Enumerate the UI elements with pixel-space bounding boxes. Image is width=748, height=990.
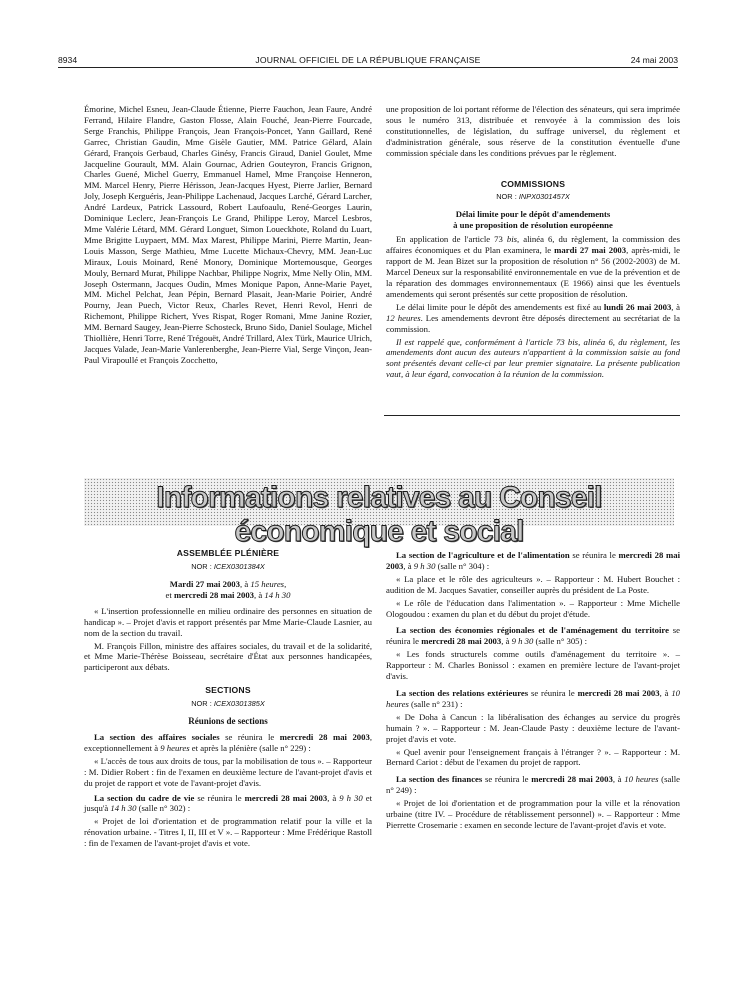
section-relations-exterieures-agenda-2: « Quel avenir pour l'enseignement français à l'étranger ? ». – Rapporteur : M. Bernard Cariot : début de l'examen du projet de rapport. xyxy=(386,746,680,768)
ces-banner xyxy=(84,478,674,548)
commissions-title: COMMISSIONS xyxy=(500,178,566,189)
section-affaires-sociales: La section des affaires sociales se réunira le mercredi 28 mai 2003, exceptionnellement à 9 heures et après la plénière (salle n° 229) : xyxy=(84,731,373,753)
bottom-right-column xyxy=(386,550,680,833)
journal-title: JOURNAL OFFICIEL DE LA RÉPUBLIQUE FRANÇAISE xyxy=(255,55,481,65)
assemblee-paragraph-2: M. François Fillon, ministre des affaires sociales, du travail et de la solidarité, et Mme Marie-Thérèse Boisseau, secrétaire d'État aux personnes handicapées, participeront aux débats. xyxy=(84,640,372,673)
section-agriculture: La section de l'agriculture et de l'alimentation se réunira le mercredi 28 mai 2003, à 9 h 30 (salle n° 304) : xyxy=(386,550,680,571)
section-economies-regionales-agenda: « Les fonds structurels comme outils d'aménagement du territoire ». – Rapporteur : M. Charles Bonissol : examen en première lecture de l'avant-projet d'avis. xyxy=(386,649,680,682)
section-relations-exterieures-agenda-1: « De Doha à Cancun : la libéralisation des échanges au service du progrès humain ? ». – Rapporteur : M. Jean-Claude Pasty : deuxième lecture de l'avant-projet d'avis et vote. xyxy=(386,711,680,744)
section-affaires-sociales-agenda: « L'accès de tous aux droits de tous, par la mobilisation de tous ». – Rapporteur : M. Didier Robert : fin de l'examen en deuxième lecture de l'avant-projet d'avis et du projet de rapport et vote de l'avant-projet d'avis. xyxy=(84,755,372,788)
top-left-column xyxy=(84,104,372,368)
commissions-paragraph-1: En application de l'article 73 bis, alinéa 6, du règlement, la commission des affaires économiques et du Plan examinera, le mardi 27 mai 2003, après-midi, le rapport de M. Jean Bizet sur la proposition de résolution n° 56 (2002-2003) de M. Marcel Deneux sur la responsabilité environnementale en vue de la prévention et de la réparation des dommages environnementaux (E 1966) ainsi que les éventuels amendements qui seront présentés sur cette proposition de résolution. xyxy=(386,234,680,299)
section-finances: La section des finances se réunira le mercredi 28 mai 2003, à 10 heures (salle n° 249) : xyxy=(386,774,680,796)
section-finances-agenda: « Projet de loi d'orientation et de programmation pour la ville et la rénovation urbaine (titre IV. – Procédure de rétablissement personnel) ». – Rapporteur : Mme Pierrette Crosemarie : examen en seconde lecture de l'avant-projet d'avis et vote. xyxy=(386,798,680,830)
commissions-paragraph-3: Il est rappelé que, conformément à l'article 73 bis, alinéa 6, du règlement, les amendements dont aucun des auteurs n'appartient à la commission saisie au fond sont présentés devant celle-ci par leur premier signataire. La présente publication vaut, à leur égard, convocation à la réunion de la commission. xyxy=(386,336,680,380)
assemblee-paragraph-1: « L'insertion professionnelle en milieu ordinaire des personnes en situation de handicap ». – Projet d'avis et rapport présentés par Mme Marie-Claude Lasnier, au nom de la section du travail. xyxy=(84,605,372,638)
section-cadre-de-vie-agenda: « Projet de loi d'orientation et de programmation relatif pour la ville et la rénovation urbaine. - Titres I, II, III et V ». – Rapporteur : Mme Frédérique Rastoll : fin de l'examen de l'avant-projet d'avis et vote. xyxy=(84,816,372,849)
assemblee-title: ASSEMBLÉE PLÉNIÈRE xyxy=(176,548,280,558)
assemblee-nor: NOR : ICEX0301384X xyxy=(191,561,265,571)
sections-title: SECTIONS xyxy=(205,685,251,696)
commissions-subtitle: Délai limite pour le dépôt d'amendements à une proposition de résolution européenne xyxy=(453,209,613,230)
section-cadre-de-vie: La section du cadre de vie se réunira le mercredi 28 mai 2003, à 9 h 30 et jusqu'à 14 h 30 (salle n° 302) : xyxy=(84,792,373,814)
section-agriculture-agenda-1: « La place et le rôle des agriculteurs ». – Rapporteur : M. Hubert Bouchet : audition de M. Jacques Savatier, conseiller auprès du président de La Poste. xyxy=(386,573,680,595)
sections-nor: NOR : ICEX0301385X xyxy=(191,699,265,709)
section-agriculture-agenda-2: « Le rôle de l'éducation dans l'alimentation ». – Rapporteur : Mme Michelle Ologoudou : examen du plan et du début du projet d'étude. xyxy=(386,597,680,619)
section-relations-exterieures: La section des relations extérieures se réunira le mercredi 28 mai 2003, à 10 heures (salle n° 231) : xyxy=(386,687,680,709)
proposition-intro: une proposition de loi portant réforme de l'élection des sénateurs, qui sera imprimée sous le numéro 313, distribuée et renvoyée à la commission des lois constitutionnelles, de législation, du suffrage universel, du règlement et d'administration générale, sous réserve de la constitution éventuelle d'une commission spéciale dans les conditions prévues par le règlement. xyxy=(386,104,680,158)
bottom-left-column xyxy=(84,540,372,851)
senator-names-list: Émorine, Michel Esneu, Jean-Claude Étienne, Pierre Fauchon, Jean Faure, André Ferrand, Hilaire Flandre, Gaston Flosse, Alain Fouché, Jean-Pierre Fourcade, Serge Franchis, Philippe François, Jean François-Poncet, Yann Gaillard, René Garrec, Christian Gaudin, Mme Gisèle Gautier, MM. Patrice Gélard, Alain Gérard, François Gerbaud, Charles Ginésy, Francis Giraud, Daniel Goulet, Mme Jacqueline Gourault, MM. Alain Gournac, Adrien Gouteyron, Francis Grignon, Charles Guené, Michel Guerry, Emmanuel Hamel, Mme Françoise Henneron, MM. Marcel Henry, Pierre Hérisson, Jean-Jacques Hyest, Pierre Jarlier, Bernard Joly, Joseph Kerguéris, Jean-Philippe Lachenaud, Jacques Larché, Gérard Larcher, André Lardeux, Patrick Lassourd, Robert Laufoaulu, René-Georges Laurin, Dominique Leclerc, Jean-François Le Grand, Philippe Leroy, Marcel Lesbros, Mme Valérie Létard, MM. Gérard Longuet, Simon Loueckhote, Roland du Luart, Mme Brigitte Luypaert, MM. Max Marest, Philippe Marini, Pierre Martin, Jean-Louis Masson, Serge Mathieu, Mme Lucette Michaux-Chevry, MM. Jean-Luc Miraux, Louis Moinard, René Monory, Dominique Mortemousque, Georges Mouly, Bernard Murat, Philippe Nachbar, Philippe Nogrix, Mme Nelly Olin, MM. Joseph Ostermann, Jacques Oudin, Mmes Monique Papon, Anne-Marie Payet, MM. Michel Pelchat, Jean Pépin, Bernard Plasait, Jean-Marie Poirier, André Pourny, Jean Puech, Victor Reux, Charles Revet, Henri Revol, Henri de Richemont, Philippe Richert, Yves Rispat, Roger Romani, Mme Janine Rozier, MM. Bernard Saugey, Jean-Pierre Schosteck, Bruno Sido, Daniel Soulage, Michel Thiollière, Henri Torre, René Trégouët, André Trillard, Alex Türk, Maurice Ulrich, Jacques Valade, Jean-Marie Vanlerenberghe, Jean-Pierre Vial, Serge Vinçon, Jean-Paul Virapoullé et François Zocchetto, xyxy=(84,104,372,365)
page-number: 8934 xyxy=(58,55,78,65)
ces-banner-title: Informations relatives au Conseil économique et social xyxy=(156,481,602,548)
page-header xyxy=(58,55,678,68)
issue-date: 24 mai 2003 xyxy=(630,55,678,65)
sections-subtitle: Réunions de sections xyxy=(188,716,268,727)
assemblee-dates: Mardi 27 mai 2003, à 15 heures, et mercredi 28 mai 2003, à 14 h 30 xyxy=(165,578,291,600)
section-divider xyxy=(384,415,680,416)
commissions-nor: NOR : INPX0301457X xyxy=(496,192,570,202)
commissions-paragraph-2: Le délai limite pour le dépôt des amendements est fixé au lundi 26 mai 2003, à 12 heures. Les amendements devront être déposés directement au secrétariat de la commission. xyxy=(386,301,680,334)
top-right-column xyxy=(386,104,680,382)
section-economies-regionales: La section des économies régionales et de l'aménagement du territoire se réunira le mercredi 28 mai 2003, à 9 h 30 (salle n° 305) : xyxy=(386,625,680,647)
